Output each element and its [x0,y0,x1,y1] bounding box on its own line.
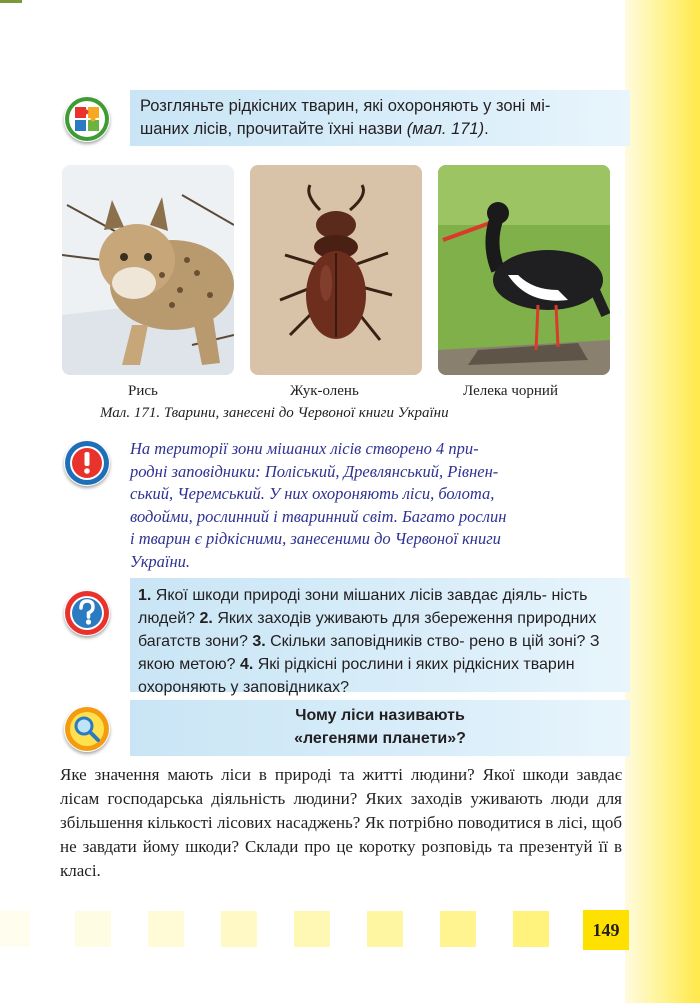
exclamation-icon [64,440,110,486]
question-text: Якої шкоди природі зони мішаних лісів завдає діяль- ність людей? [138,587,588,627]
intro-line-1: Розгляньте рідкісних тварин, які охороняють у зоні мі- [140,97,551,115]
important-line: водойми, рослинний і тваринний світ. Багато рослин [130,506,507,526]
question-icon [64,590,110,636]
heading-line-1: Чому ліси називають [295,707,465,724]
decor-square [367,911,403,947]
decor-square [294,911,330,947]
figure-caption: Мал. 171. Тварини, занесені до Червоної книги України [100,405,449,421]
important-line: родні заповідники: Поліський, Древлянський, Рівнен- [130,461,499,481]
decor-square [148,911,184,947]
decor-square [221,911,257,947]
intro-line-2: шаних лісів, прочитайте їхні назви [140,120,407,138]
question-number: 1. [138,587,152,604]
important-line: На території зони мішаних лісів створено 4 при- [130,439,479,458]
discuss-body: Яке значення мають ліси в природі та житті людини? Якої шкоди завдає лісам господарська діяльність людини? Яких заходів уживають люди для збільшення кількості лісових насаджень? Як потрібно поводитися в лісі, щоб не завдати йому шкоди? Склади про це коротку розповідь та презентуй її в класі. [60,765,622,880]
lynx-photo [62,165,234,375]
important-line: України. [130,551,191,571]
question-number: 4. [239,656,254,673]
black-stork-photo [438,165,610,375]
decor-square [440,911,476,947]
intro-text [140,95,625,141]
question-text: Яких заходів уживають для збереження природних багатств зони? [138,610,597,650]
decor-square [513,911,549,947]
decor-square [0,911,30,947]
caption-black-stork: Лелека чорний [463,383,558,399]
page-number: 149 [583,910,629,950]
magnifier-icon [64,706,110,752]
stag-beetle-photo [250,165,422,375]
figure-reference: (мал. 171) [406,120,485,138]
right-decorative-band [625,0,700,1003]
question-text: Які рідкісні рослини і яких рідкісних тварин охороняють у заповідниках? [138,656,575,696]
questions-text [138,584,622,699]
puzzle-icon [64,96,110,142]
question-number: 3. [252,633,266,650]
decor-square [75,911,111,947]
discuss-heading [130,704,630,750]
question-number: 2. [199,610,213,627]
important-line: і тварин є рідкісними, занесеними до Червоної книги [130,529,501,548]
caption-stag-beetle: Жук-олень [290,383,359,399]
caption-lynx: Рись [128,383,158,399]
intro-period: . [484,120,489,138]
heading-line-2: «легенями планети»? [294,730,466,747]
corner-mark [0,0,22,17]
important-line: ський, Черемський. У них охороняють ліси, болота, [130,484,495,503]
important-text [130,438,630,573]
question-text: Скільки заповідників ство- рено в цій зоні? З якою метою? [138,633,600,673]
